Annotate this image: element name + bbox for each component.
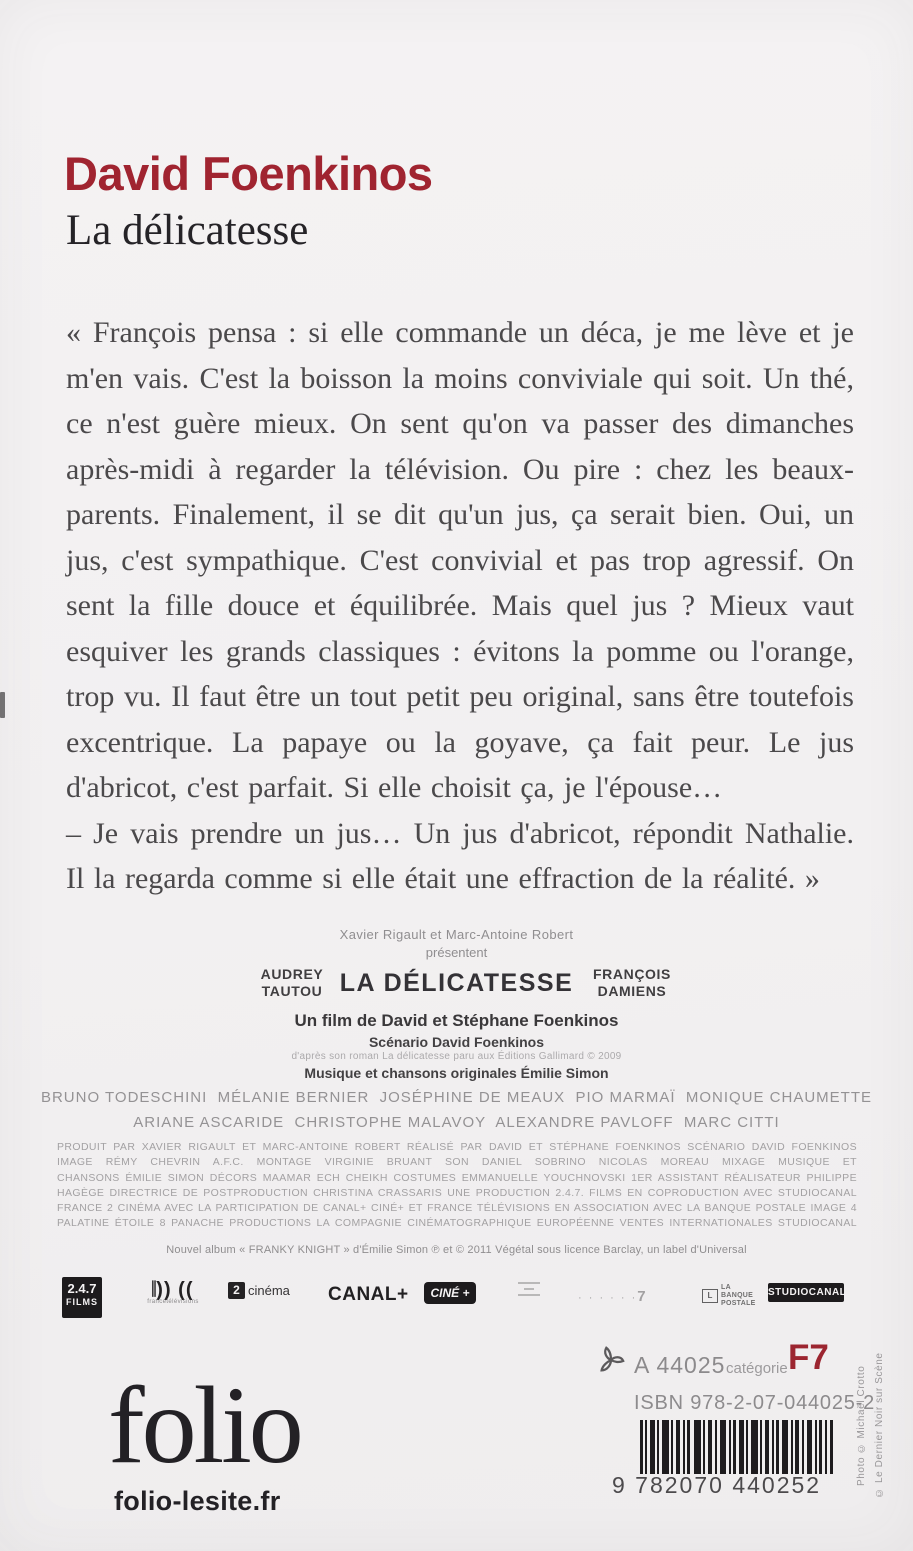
credits-line: FRANCE 2 CINÉMA AVEC LA PARTICIPATION DE CANAL+ CINÉ+ ET FRANCE TÉLÉVISIONS EN ASSOCIATION AVEC LA BANQUE POSTALE IMAGE 4 bbox=[57, 1202, 857, 1215]
credits-line: PRODUIT PAR XAVIER RIGAULT ET MARC-ANTOINE ROBERT RÉALISÉ PAR DAVID ET STÉPHANE FOENKINOS SCÉNARIO DAVID FOENKINOS bbox=[57, 1141, 857, 1153]
folio-publisher-logo: folio bbox=[108, 1364, 301, 1486]
credits-line: PALATINE ÉTOILE 8 PANACHE PRODUCTIONS LA COMPAGNIE CINÉMATOGRAPHIQUE EUROPÉENNE VENTES INTERNATIONALES STUDIOCANAL bbox=[57, 1217, 857, 1230]
credits-line: CHANSONS ÉMILIE SIMON DÉCORS MAAMAR ECH CHEIKH COSTUMES EMMANUELLE YOUCHNOVSKI 1ER ASSISTANT RÉALISATEUR PHILIPPE bbox=[57, 1171, 857, 1184]
film-title: LA DÉLICATESSE bbox=[339, 969, 574, 997]
gallimard-windmill-icon bbox=[596, 1344, 626, 1381]
film-presenters: Xavier Rigault et Marc-Antoine Robert bbox=[339, 927, 574, 942]
category-label: catégorie bbox=[726, 1360, 788, 1377]
banque-postale-icon: L bbox=[702, 1289, 718, 1303]
actor-francois-damiens: FRANÇOIS DAMIENS bbox=[593, 966, 671, 999]
back-cover-excerpt bbox=[66, 310, 854, 902]
studiocanal-logo: STUDIOCANAL bbox=[768, 1283, 844, 1302]
barcode bbox=[640, 1420, 836, 1479]
film-scenario-credit: Scénario David Foenkinos bbox=[368, 1034, 545, 1050]
film-presents-word: présentent bbox=[425, 945, 488, 960]
author-name: David Foenkinos bbox=[64, 147, 433, 200]
film-cast-list bbox=[0, 1085, 913, 1135]
scan-artifact bbox=[0, 692, 5, 718]
247-films-logo: 2.4.7 FILMS bbox=[62, 1277, 102, 1318]
faint-partner-logo-7: · · · · · ·7 bbox=[578, 1288, 646, 1305]
category-value: F7 bbox=[788, 1338, 829, 1377]
excerpt-paragraph: « François pensa : si elle commande un déca, je me lève et je m'en vais. C'est la boisson la moins conviviale qui soit. Un thé, ce n'est guère mieux. On sent qu'on va passer des dimanches après-midi à regarder la télévision. Ou pire : chez les beaux-parents. Finalement, il se dit qu'un jus, ça serait bien. Oui, un jus, c'est sympathique. C'est convivial et pas trop agressif. On sent la fille douce et équilibrée. Mais quel jus ? Mieux vaut esquiver les grands classiques : évitons la pomme ou l'orange, trop vu. Il faut être un tout petit peu original, sans être toutefois excentrique. La papaye ou la goyave, ça fait peur. Le jus d'abricot, c'est parfait. Si elle choisit ça, je l'épouse… bbox=[66, 316, 854, 804]
actor-audrey-tautou: AUDREY TAUTOU bbox=[260, 966, 324, 999]
film-byline: Un film de David et Stéphane Foenkinos bbox=[294, 1011, 619, 1030]
rights-credit: © Le Dernier Noir sur Scène bbox=[874, 1352, 885, 1499]
faint-partner-logo bbox=[516, 1278, 542, 1318]
credits-line: IMAGE RÉMY CHEVRIN A.F.C. MONTAGE VIRGINIE BRUANT SON DANIEL SOBRINO NICOLAS MOREAU MIXAGE MUSIQUE ET bbox=[57, 1156, 857, 1169]
film-based-on-note: d'après son roman La délicatesse paru aux Éditions Gallimard © 2009 bbox=[291, 1051, 622, 1062]
la-banque-postale-logo: L LA BANQUE POSTALE bbox=[702, 1284, 765, 1308]
cine-plus-logo: CINÉ + bbox=[424, 1282, 476, 1304]
sound-bars-icon: 𝄁)) (( bbox=[152, 1279, 194, 1301]
cast-line: BRUNO TODESCHINI MÉLANIE BERNIER JOSÉPHINE DE MEAUX PIO MARMAÏ MONIQUE CHAUMETTE bbox=[40, 1089, 873, 1106]
excerpt-paragraph: – Je vais prendre un jus… Un jus d'abricot, répondit Nathalie. Il la regarda comme si elle était une effraction de la réalité. » bbox=[66, 816, 854, 895]
catalog-ref: A 44025 bbox=[634, 1352, 726, 1378]
photo-credit: Photo © Michaël Crotto bbox=[856, 1365, 867, 1486]
cast-line: ARIANE ASCARIDE CHRISTOPHE MALAVOY ALEXANDRE PAVLOFF MARC CITTI bbox=[133, 1114, 780, 1131]
film-fine-credits bbox=[57, 1140, 857, 1232]
barcode-digits: 9 782070 440252 bbox=[612, 1472, 822, 1498]
album-note: Nouvel album « FRANKY KNIGHT » d'Émilie Simon ℗ et © 2011 Végétal sous licence Barclay, un label d'Universal bbox=[166, 1244, 747, 1256]
france-2-cinema-logo: 2 cinéma bbox=[228, 1282, 290, 1299]
canal-plus-logo: CANAL+ bbox=[328, 1284, 409, 1305]
folio-website: folio-lesite.fr bbox=[114, 1486, 281, 1516]
book-title: La délicatesse bbox=[66, 207, 309, 254]
isbn: ISBN 978-2-07-044025-2 bbox=[634, 1392, 876, 1414]
france-2-icon: 2 bbox=[228, 1282, 245, 1299]
france-televisions-logo: 𝄁)) (( francetélévisions bbox=[138, 1281, 208, 1305]
film-music-credit: Musique et chansons originales Émilie Simon bbox=[304, 1065, 609, 1081]
credits-line: HAGÈGE DIRECTRICE DE POSTPRODUCTION CHRISTINA CRASSARIS UNE PRODUCTION 2.4.7. FILMS EN COPRODUCTION AVEC STUDIOCANAL bbox=[57, 1186, 857, 1199]
